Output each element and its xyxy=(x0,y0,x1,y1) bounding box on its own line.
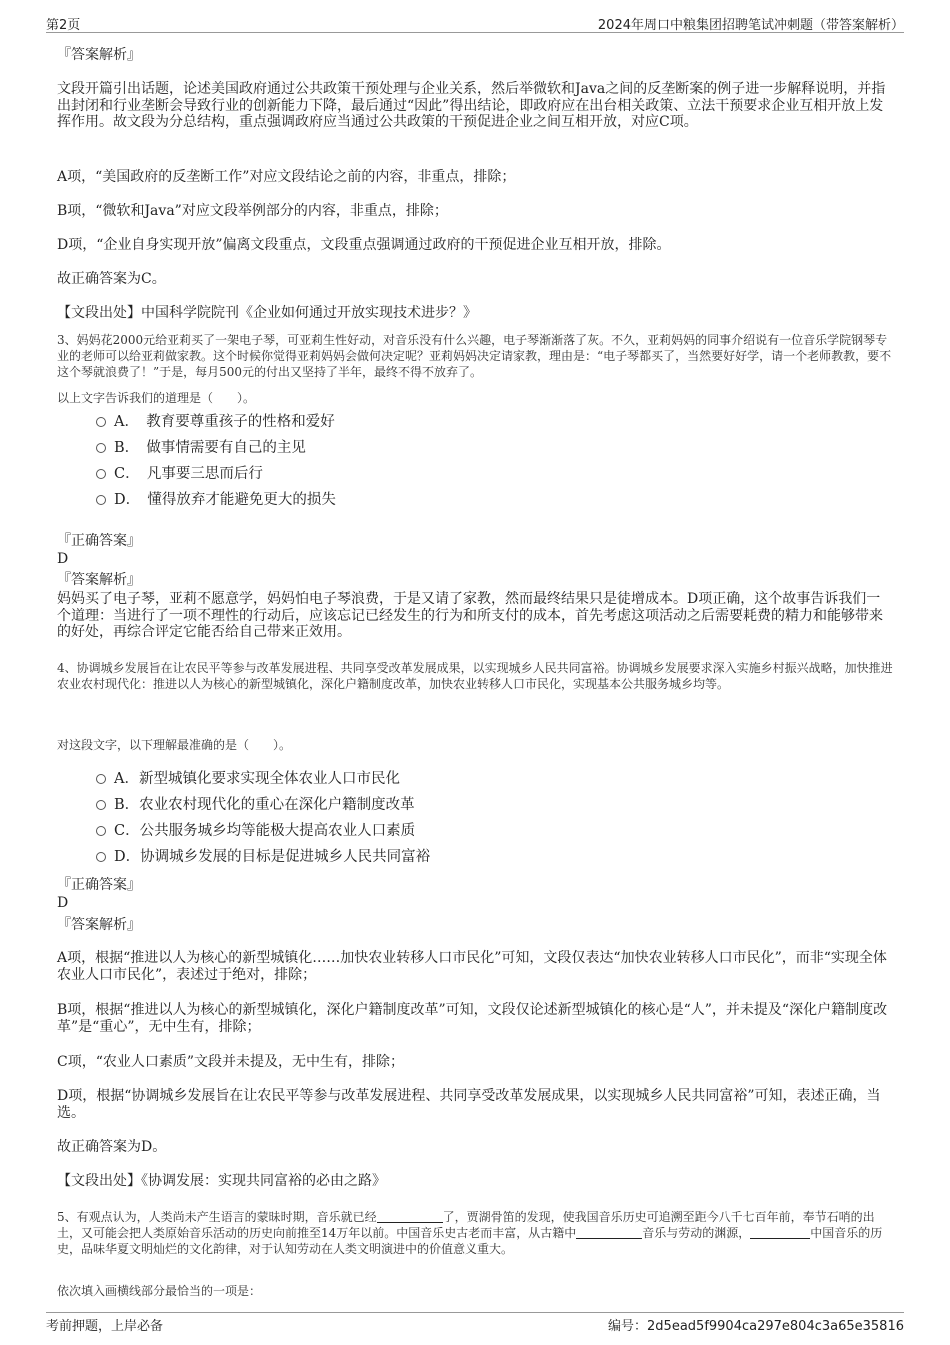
q3-answer-label: 『正确答案』 xyxy=(57,533,141,549)
q3-option-c[interactable]: C． 凡事要三思而后行 xyxy=(96,465,263,483)
radio-icon[interactable] xyxy=(96,443,106,453)
q4-analysis-label: 『答案解析』 xyxy=(57,917,141,933)
q4-source: 【文段出处】《协调发展：实现共同富裕的必由之路》 xyxy=(57,1173,386,1189)
radio-icon[interactable] xyxy=(96,826,106,836)
q4-option-c-analysis: C项，“农业人口素质”文段并未提及，无中生有，排除； xyxy=(57,1054,405,1070)
q2-option-a-analysis: A项，“美国政府的反垄断工作”对应文段结论之前的内容，非重点，排除； xyxy=(57,169,516,185)
fill-blank-2[interactable] xyxy=(576,1226,642,1239)
q2-analysis-label: 『答案解析』 xyxy=(57,47,141,63)
q2-option-b-analysis: B项，“微软和Java”对应文段举例部分的内容，非重点，排除； xyxy=(57,203,448,219)
q4-option-d-analysis: D项，根据“协调城乡发展旨在让农民平等参与改革发展进程、共同享受改革发展成果，以实现城乡人民共同富裕”可知，表述正确，当选。 xyxy=(57,1088,881,1121)
q4-stem: 4、协调城乡发展旨在让农民平等参与改革发展进程、共同享受改革发展成果，以实现城乡人民共同富裕。协调城乡发展要求深入实施乡村振兴战略，加快推进农业农村现代化：推进以人为核心的新型城镇化，深化户籍制度改革，加快农业转移人口市民化，实现基本公共服务城乡均等。 xyxy=(57,661,893,691)
q3-analysis-label: 『答案解析』 xyxy=(57,572,141,588)
q4-answer: D xyxy=(57,895,69,911)
page-header xyxy=(46,12,904,33)
q2-option-d-analysis: D项，“企业自身实现开放”偏离文段重点，文段重点强调通过政府的干预促进企业互相开放，排除。 xyxy=(57,237,671,253)
q4-prompt: 对这段文字，以下理解最准确的是（ ）。 xyxy=(57,738,292,752)
q5-stem: 5、有观点认为，人类尚未产生语言的蒙昧时期，音乐就已经 了，贾湖骨笛的发现，使我国音乐历史可追溯至距今八千七百年前，奉节石哨的出土，又可能会把人类原始音乐活动的历史向前推至14万年以前。中国音乐史古老而丰富，从古籍中 音乐与劳动的渊源， 中国音乐的历史，品味华夏文明灿烂的文化韵律，对于认知劳动在人类文明演进中的价值意义重大。 xyxy=(57,1210,883,1256)
radio-icon[interactable] xyxy=(96,774,106,784)
q3-stem: 3、妈妈花2000元给亚莉买了一架电子琴，可亚莉生性好动，对音乐没有什么兴趣，电子琴渐渐落了灰。不久，亚莉妈妈的同事介绍说有一位音乐学院钢琴专业的老师可以给亚莉做家教。这个时候你觉得亚莉妈妈会做何决定呢？亚莉妈妈决定请家教，理由是：“电子琴都买了，当然要好好学，请一个老师教教，要不这个琴就浪费了！”于是，每月500元的付出又坚持了半年，最终不得不放弃了。 xyxy=(57,333,892,379)
q4-answer-label: 『正确答案』 xyxy=(57,877,141,893)
radio-icon[interactable] xyxy=(96,417,106,427)
q3-option-b[interactable]: B． 做事情需要有自己的主见 xyxy=(96,439,306,457)
q2-source: 【文段出处】中国科学院院刊《企业如何通过开放实现技术进步？》 xyxy=(57,305,477,321)
fill-blank-1[interactable] xyxy=(377,1210,443,1223)
q4-option-d[interactable]: D．协调城乡发展的目标是促进城乡人民共同富裕 xyxy=(96,848,430,866)
q3-answer: D xyxy=(57,551,69,567)
q4-conclusion: 故正确答案为D。 xyxy=(57,1139,167,1155)
page-number: 第2页 xyxy=(46,18,81,33)
q4-option-b[interactable]: B．农业农村现代化的重心在深化户籍制度改革 xyxy=(96,796,415,814)
q3-option-d[interactable]: D． 懂得放弃才能避免更大的损失 xyxy=(96,491,336,509)
q4-option-c[interactable]: C．公共服务城乡均等能极大提高农业人口素质 xyxy=(96,822,415,840)
document-title: 2024年周口中粮集团招聘笔试冲刺题（带答案解析） xyxy=(597,18,904,33)
radio-icon[interactable] xyxy=(96,852,106,862)
fill-blank-3[interactable] xyxy=(750,1226,810,1239)
document-code: 编号：2d5ead5f9904ca297e804c3a65e35816 xyxy=(608,1319,904,1334)
q2-analysis-paragraph: 文段开篇引出话题，论述美国政府通过公共政策干预处理与企业关系，然后举微软和Java之间的反垄断案的例子进一步解释说明，并指出封闭和行业垄断会导致行业的创新能力下降，最后通过“因此”得出结论，即政府应在出台相关政策、立法干预要求企业互相开放上发挥作用。故文段为分总结构，重点强调政府应当通过公共政策的干预促进企业之间互相开放，对应C项。 xyxy=(57,81,886,130)
radio-icon[interactable] xyxy=(96,800,106,810)
radio-icon[interactable] xyxy=(96,469,106,479)
q3-analysis: 妈妈买了电子琴，亚莉不愿意学，妈妈怕电子琴浪费，于是又请了家教，然而最终结果只是徒增成本。D项正确，这个故事告诉我们一个道理：当进行了一项不理性的行动后，应该忘记已经发生的行为和所支付的成本，首先考虑这项活动之后需要耗费的精力和能够带来的好处，再综合评定它能否给自己带来正效用。 xyxy=(57,591,883,640)
q3-option-a[interactable]: A． 教育要尊重孩子的性格和爱好 xyxy=(96,413,335,431)
q5-prompt: 依次填入画横线部分最恰当的一项是： xyxy=(57,1284,262,1298)
q4-option-a-analysis: A项，根据“推进以人为核心的新型城镇化……加快农业转移人口市民化”可知，文段仅表达“加快农业转移人口市民化”，而非“实现全体农业人口市民化”，表述过于绝对，排除； xyxy=(57,950,887,983)
q3-prompt: 以上文字告诉我们的道理是（ ）。 xyxy=(57,391,256,405)
q2-conclusion: 故正确答案为C。 xyxy=(57,271,166,287)
q4-option-b-analysis: B项，根据“推进以人为核心的新型城镇化，深化户籍制度改革”可知，文段仅论述新型城镇化的核心是“人”，并未提及“深化户籍制度改革”是“重心”，无中生有，排除； xyxy=(57,1002,888,1035)
q4-option-a[interactable]: A．新型城镇化要求实现全体农业人口市民化 xyxy=(96,770,400,788)
page-footer xyxy=(46,1312,904,1333)
radio-icon[interactable] xyxy=(96,495,106,505)
footer-motto: 考前押题，上岸必备 xyxy=(46,1319,164,1334)
